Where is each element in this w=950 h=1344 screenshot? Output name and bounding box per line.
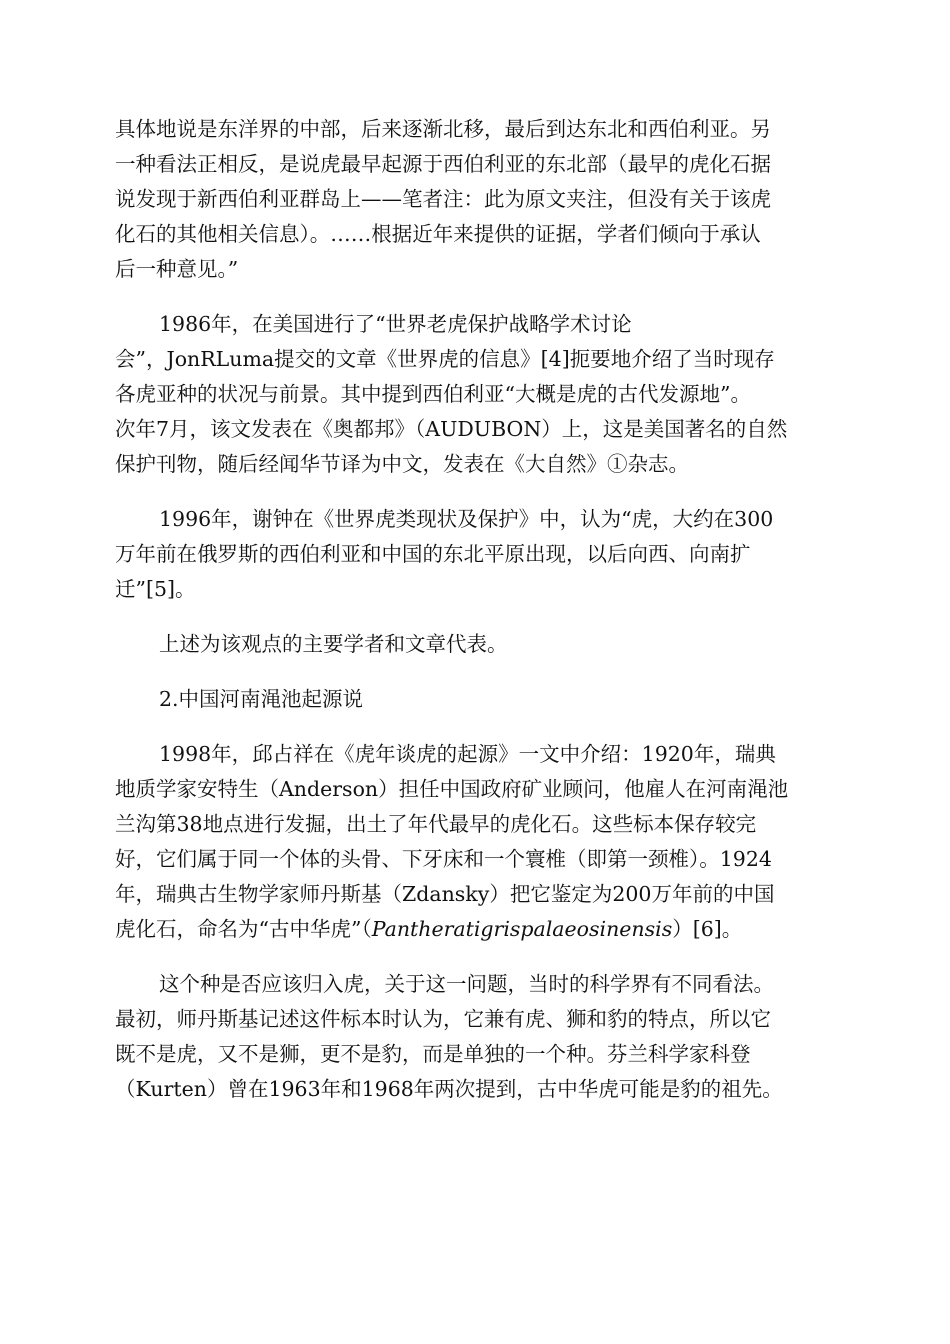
- text-line: 这个种是否应该归入虎，关于这一问题，当时的科学界有不同看法。: [159, 972, 774, 996]
- text-line: 保护刊物，随后经闻华节译为中文，发表在《大自然》①杂志。: [115, 452, 689, 476]
- paragraph-3: [115, 502, 831, 607]
- text-line: 1998年，邱占祥在《虎年谈虎的起源》一文中介绍：1920年，瑞典: [159, 742, 776, 766]
- text-line: 具体地说是东洋界的中部，后来逐渐北移，最后到达东北和西伯利亚。另: [115, 117, 771, 141]
- text-line: 好，它们属于同一个体的头骨、下牙床和一个寰椎（即第一颈椎）。1924: [115, 847, 772, 871]
- text-line: 最初，师丹斯基记述这件标本时认为，它兼有虎、狮和豹的特点，所以它: [115, 1007, 771, 1031]
- text-line: 年，瑞典古生物学家师丹斯基（Zdansky）把它鉴定为200万年前的中国: [115, 882, 775, 906]
- text-line: 各虎亚种的状况与前景。其中提到西伯利亚“大概是虎的古代发源地”。: [115, 382, 751, 406]
- text-line: 化石的其他相关信息）。……根据近年来提供的证据，学者们倾向于承认: [115, 222, 761, 246]
- paragraph-6: [115, 967, 831, 1107]
- text-line: 会”，JonRLuma提交的文章《世界虎的信息》[4]扼要地介绍了当时现存: [115, 347, 775, 371]
- text-line: 兰沟第38地点进行发掘，出土了年代最早的虎化石。这些标本保存较完: [115, 812, 757, 836]
- paragraph-5: [115, 737, 831, 947]
- text-line: 后一种意见。”: [115, 257, 239, 281]
- text-line: 上述为该观点的主要学者和文章代表。: [159, 632, 508, 656]
- text-line: 地质学家安特生（Anderson）担任中国政府矿业顾问，他雇人在河南渑池: [115, 777, 789, 801]
- paragraph-2: [115, 307, 831, 482]
- text-line: 次年7月，该文发表在《奥都邦》（AUDUBON）上，这是美国著名的自然: [115, 417, 788, 441]
- section-heading-text: 2.中国河南渑池起源说: [159, 687, 364, 711]
- text-line: 一种看法正相反，是说虎最早起源于西伯利亚的东北部（最早的虎化石据: [115, 152, 771, 176]
- text-line: 既不是虎，又不是狮，更不是豹，而是单独的一个种。芬兰科学家科登: [115, 1042, 751, 1066]
- text-segment: ）[6]。: [672, 917, 743, 941]
- paragraph-4: [115, 627, 831, 662]
- species-name: Pantheratigrispalaeosinensis: [371, 917, 673, 941]
- text-line: （Kurten）曾在1963年和1968年两次提到，古中华虎可能是豹的祖先。: [115, 1077, 783, 1101]
- text-line: 1996年，谢钟在《世界虎类现状及保护》中，认为“虎，大约在300: [159, 507, 774, 531]
- text-segment: 虎化石，命名为“古中华虎”（: [115, 917, 372, 941]
- text-line: 迁”[5]。: [115, 577, 196, 601]
- text-line: 1986年，在美国进行了“世界老虎保护战略学术讨论: [159, 312, 632, 336]
- text-line: 万年前在俄罗斯的西伯利亚和中国的东北平原出现，以后向西、向南扩: [115, 542, 751, 566]
- section-heading: [115, 682, 831, 717]
- document-page: [115, 112, 831, 1127]
- text-line: 说发现于新西伯利亚群岛上——笔者注：此为原文夹注，但没有关于该虎: [115, 187, 771, 211]
- paragraph-1: [115, 112, 831, 287]
- text-line: [115, 912, 831, 947]
